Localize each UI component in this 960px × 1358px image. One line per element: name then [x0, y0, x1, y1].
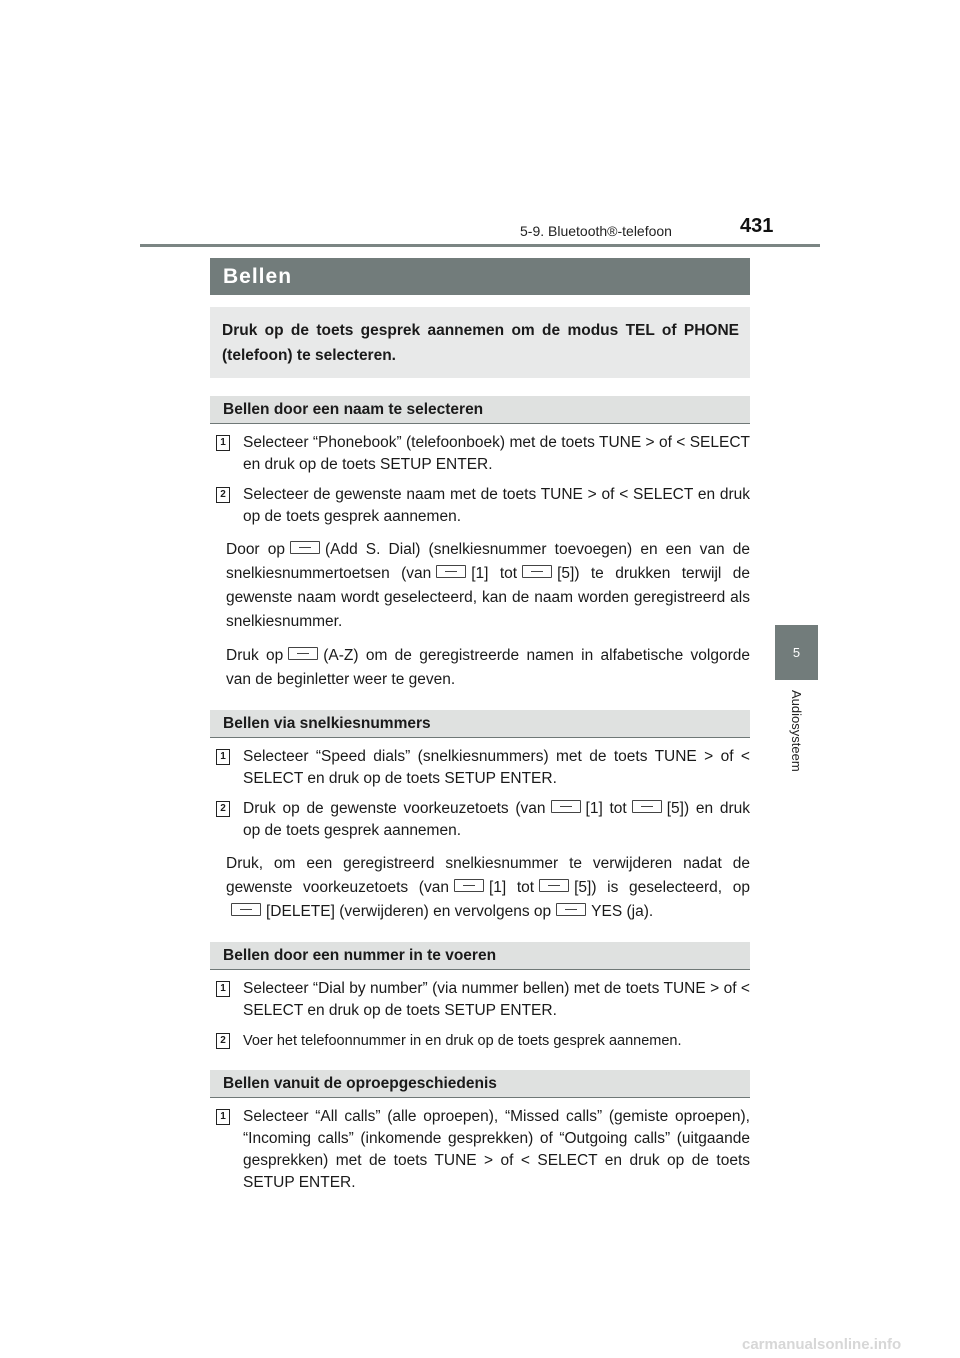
step-item — [210, 746, 750, 790]
step-item — [210, 484, 750, 528]
page-header — [0, 0, 960, 250]
header-divider — [140, 244, 820, 247]
section-title: 5-9. Bluetooth®-telefoon — [520, 223, 672, 239]
step-item — [210, 1030, 750, 1052]
step-number: 1 — [216, 749, 230, 765]
intro-box: Druk op de toets gesprek aannemen om de modus TEL of PHONE (telefoon) te selecteren. — [210, 307, 750, 378]
step-text: Selecteer de gewenste naam met de toets TUNE > of < SELECT en druk op de toets gesprek aannemen. — [243, 486, 750, 525]
page-title: Bellen — [210, 258, 750, 295]
step-text: Voer het telefoonnummer in en druk op de toets gesprek aannemen. — [243, 1033, 682, 1049]
screen-button-icon — [551, 800, 581, 813]
section-heading: Bellen vanuit de oproepgeschiedenis — [210, 1070, 750, 1098]
watermark: carmanualsonline.info — [742, 1336, 902, 1353]
step-text: Selecteer “All calls” (alle oproepen), “Missed calls” (gemiste oproepen), “Incoming calls” (inkomende gesprekken) of “Outgoing calls” (uitgaande gesprekken) met de toets TUNE > of < SELECT en druk op de toets SETUP ENTER. — [243, 1108, 750, 1191]
page-number: 431 — [740, 215, 774, 237]
screen-button-icon — [539, 879, 569, 892]
chapter-label: Audiosysteem — [789, 690, 804, 772]
step-text: Selecteer “Dial by number” (via nummer bellen) met de toets TUNE > of < SELECT en druk op de toets SETUP ENTER. — [243, 980, 750, 1019]
screen-button-icon — [231, 903, 261, 916]
note-paragraph: Door op (Add S. Dial) (snelkiesnummer toevoegen) en een van de snelkiesnummertoetsen (van [1] tot [5]) te drukken terwijl de gewenste naam wordt geselecteerd, kan de naam worden geregistreerd als snelkiesnummer. — [226, 541, 750, 630]
step-number: 2 — [216, 801, 230, 817]
note-paragraph: Druk op (A-Z) om de geregistreerde namen in alfabetische volgorde van de beginletter weer te geven. — [226, 647, 750, 688]
section-heading: Bellen door een naam te selecteren — [210, 396, 750, 424]
chapter-tab: 5 — [775, 625, 818, 680]
step-item: 2 Druk op de gewenste voorkeuzetoets (van [1] tot [5]) en druk op de toets gesprek aannemen. — [210, 798, 750, 842]
step-number: 2 — [216, 487, 230, 503]
section-heading: Bellen door een nummer in te voeren — [210, 942, 750, 970]
step-item — [210, 1106, 750, 1194]
step-item — [210, 432, 750, 476]
step-text: Selecteer “Phonebook” (telefoonboek) met de toets TUNE > of < SELECT en druk op de toets SETUP ENTER. — [243, 434, 750, 473]
step-number: 1 — [216, 981, 230, 997]
note-paragraph: Druk, om een geregistreerd snelkiesnummer te verwijderen nadat de gewenste voorkeuzetoets (van [1] tot [5]) is geselecteerd, op[DELETE] (verwijderen) en vervolgens op YES (ja). — [226, 855, 751, 920]
main-content — [210, 258, 750, 1194]
screen-button-icon — [436, 565, 466, 578]
screen-button-icon — [556, 903, 586, 916]
screen-button-icon — [632, 800, 662, 813]
step-number: 1 — [216, 435, 230, 451]
step-text: Selecteer “Speed dials” (snelkiesnummers) met de toets TUNE > of < SELECT en druk op de toets SETUP ENTER. — [243, 748, 750, 787]
step-item — [210, 978, 750, 1022]
screen-button-icon — [454, 879, 484, 892]
screen-button-icon — [290, 541, 320, 554]
step-number: 2 — [216, 1033, 230, 1049]
screen-button-icon — [288, 647, 318, 660]
step-number: 1 — [216, 1109, 230, 1125]
section-heading: Bellen via snelkiesnummers — [210, 710, 750, 738]
screen-button-icon — [522, 565, 552, 578]
